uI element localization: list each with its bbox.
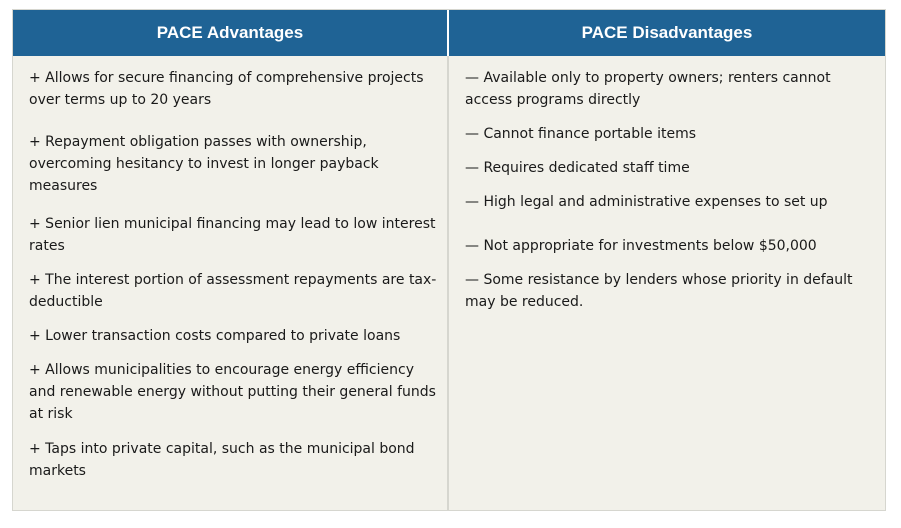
advantage-item: + Repayment obligation passes with ownership, overcoming hesitancy to invest in longer payback measures bbox=[29, 134, 379, 194]
table-body-row bbox=[13, 56, 885, 510]
disadvantage-item: — Requires dedicated staff time bbox=[465, 160, 690, 176]
advantage-item: + Senior lien municipal financing may lead to low interest rates bbox=[29, 216, 436, 254]
disadvantage-item: — High legal and administrative expenses to set up bbox=[465, 194, 828, 210]
advantages-column bbox=[13, 56, 449, 510]
advantage-item: + Allows municipalities to encourage energy efficiency and renewable energy without putting their general funds at risk bbox=[29, 362, 436, 422]
advantage-item: + Allows for secure financing of comprehensive projects over terms up to 20 years bbox=[29, 70, 424, 108]
disadvantages-header: PACE Disadvantages bbox=[581, 23, 753, 42]
disadvantages-column bbox=[449, 56, 885, 510]
advantages-header: PACE Advantages bbox=[13, 10, 449, 56]
advantage-item: + Taps into private capital, such as the municipal bond markets bbox=[29, 441, 415, 479]
disadvantage-item: — Some resistance by lenders whose priority in default may be reduced. bbox=[465, 272, 853, 310]
disadvantage-item: — Cannot finance portable items bbox=[465, 126, 696, 142]
disadvantage-item: — Available only to property owners; renters cannot access programs directly bbox=[465, 70, 831, 108]
advantage-item: + Lower transaction costs compared to private loans bbox=[29, 328, 401, 344]
advantage-item: + The interest portion of assessment repayments are tax-deductible bbox=[29, 272, 437, 310]
table-header-row bbox=[13, 10, 885, 56]
pace-comparison-table bbox=[12, 9, 886, 511]
disadvantage-item: — Not appropriate for investments below $50,000 bbox=[465, 238, 817, 254]
